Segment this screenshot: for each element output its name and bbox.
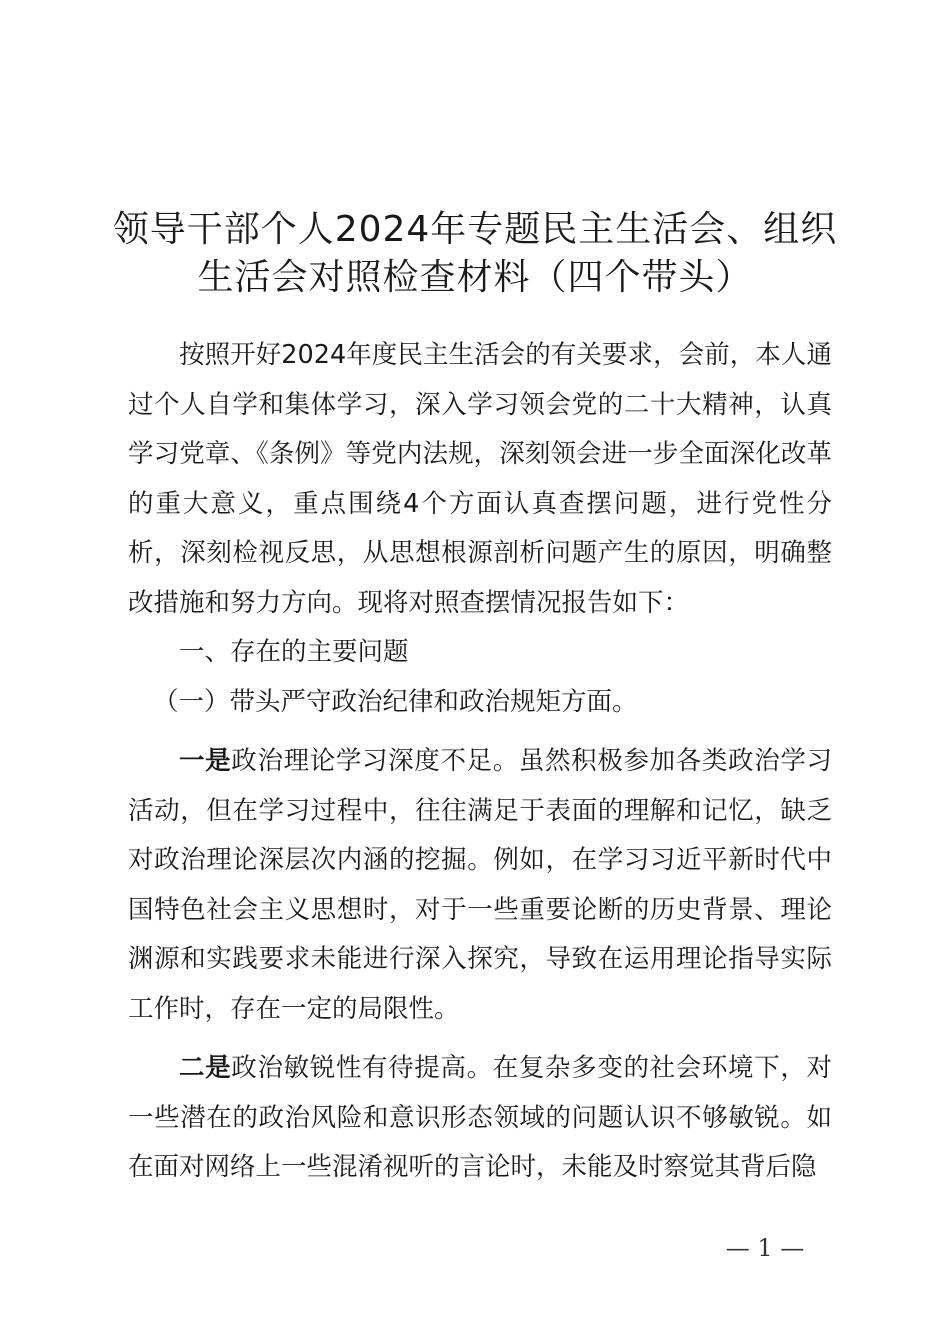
item-lead-2: 二是 bbox=[179, 1053, 232, 1083]
item-paragraph-2 bbox=[128, 1044, 832, 1193]
intro-paragraph: 按照开好2024年度民主生活会的有关要求，会前，本人通过个人自学和集体学习，深入学习领会党的二十大精神，认真学习党章、《条例》等党内法规，深刻领会进一步全面深化改革的重大意义，重点围绕4个方面认真查摆问题，进行党性分析，深刻检视反思，从思想根源剖析问题产生的原因，明确整改措施和努力方向。现将对照查摆情况报告如下： bbox=[128, 340, 832, 618]
title-line-1: 领导干部个人2024年专题民主生活会、组织 bbox=[112, 209, 838, 251]
section-heading: 一、存在的主要问题 bbox=[179, 637, 409, 667]
page-number: — 1 — bbox=[725, 1234, 805, 1262]
title-line-2: 生活会对照检查材料（四个带头） bbox=[197, 257, 753, 299]
item-lead-1: 一是 bbox=[179, 746, 232, 776]
item-text-1: 政治理论学习深度不足。虽然积极参加各类政治学习活动，但在学习过程中，往往满足于表面的理解和记忆，缺乏对政治理论深层次内涵的挖掘。例如，在学习习近平新时代中国特色社会主义思想时，对于一些重要论断的历史背景、理论渊源和实践要求未能进行深入探究，导致在运用理论指导实际工作时，存在一定的局限性。 bbox=[128, 746, 832, 1024]
item-text-2: 政治敏锐性有待提高。在复杂多变的社会环境下，对一些潜在的政治风险和意识形态领域的问题认识不够敏锐。如在面对网络上一些混淆视听的言论时，未能及时察觉其背后隐 bbox=[128, 1053, 832, 1182]
subsection-heading: （一）带头严守政治纪律和政治规矩方面。 bbox=[153, 686, 638, 717]
document-body bbox=[128, 331, 832, 1193]
document-title bbox=[100, 206, 850, 302]
item-paragraph-1 bbox=[128, 737, 832, 1034]
